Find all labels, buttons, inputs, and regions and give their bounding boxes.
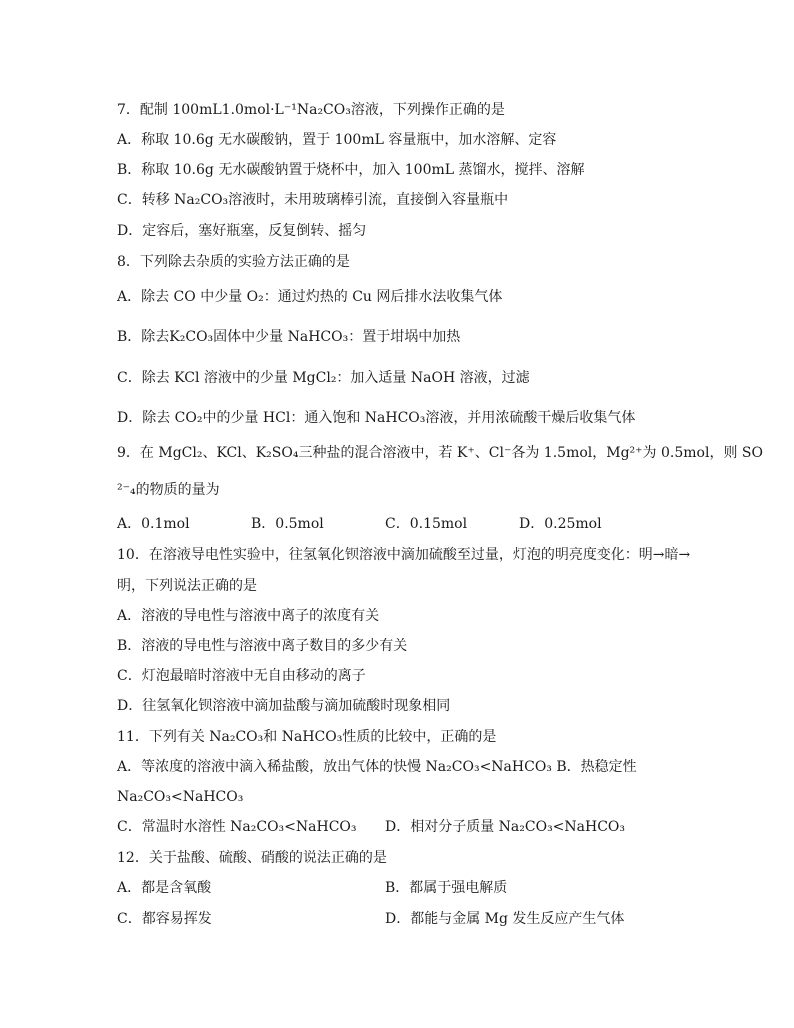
q10-stem-continued: 明，下列说法正确的是: [117, 578, 257, 594]
q12-stem: 12．关于盐酸、硫酸、硝酸的说法正确的是: [117, 850, 387, 866]
q12-option-a: A．都是含氧酸: [117, 880, 212, 896]
q8-option-a: A．除去 CO 中少量 O₂：通过灼热的 Cu 网后排水法收集气体: [117, 289, 503, 305]
q9-stem: 9．在 MgCl₂、KCl、K₂SO₄三种盐的混合溶液中，若 K⁺、Cl⁻各为 1.5mol，Mg²⁺为 0.5mol，则 SO: [117, 445, 763, 461]
q11-option-b-continued: Na₂CO₃<NaHCO₃: [117, 789, 244, 805]
q10-option-a: A．溶液的导电性与溶液中离子的浓度有关: [117, 608, 380, 624]
q8-option-b: B．除去K₂CO₃固体中少量 NaHCO₃：置于坩埚中加热: [117, 329, 461, 345]
q12-option-d: D．都能与金属 Mg 发生反应产生气体: [385, 911, 625, 927]
q12-option-b: B．都属于强电解质: [385, 880, 508, 896]
q9-option-b: B．0.5mol: [251, 516, 324, 532]
q9-stem-continued: ²⁻₄的物质的量为: [117, 482, 220, 498]
q10-option-c: C．灯泡最暗时溶液中无自由移动的离子: [117, 668, 366, 684]
q10-stem: 10．在溶液导电性实验中，往氢氧化钡溶液中滴加硫酸至过量，灯泡的明亮度变化：明→暗→: [117, 547, 691, 563]
q11-option-a-b: A．等浓度的溶液中滴入稀盐酸，放出气体的快慢 Na₂CO₃<NaHCO₃ B．热稳定性: [117, 759, 637, 775]
q7-option-a: A．称取 10.6g 无水碳酸钠，置于 100mL 容量瓶中，加水溶解、定容: [117, 132, 557, 148]
q7-option-c: C．转移 Na₂CO₃溶液时，未用玻璃棒引流，直接倒入容量瓶中: [117, 192, 509, 208]
q7-option-b: B．称取 10.6g 无水碳酸钠置于烧杯中，加入 100mL 蒸馏水，搅拌、溶解: [117, 162, 585, 178]
q7-stem: 7．配制 100mL1.0mol·L⁻¹Na₂CO₃溶液，下列操作正确的是: [117, 102, 505, 118]
q7-option-d: D．定容后，塞好瓶塞，反复倒转、摇匀: [117, 223, 367, 239]
q9-option-d: D．0.25mol: [519, 516, 602, 532]
q10-option-d: D．往氢氧化钡溶液中滴加盐酸与滴加硫酸时现象相同: [117, 698, 451, 714]
q8-stem: 8．下列除去杂质的实验方法正确的是: [117, 254, 350, 270]
q9-option-a: A．0.1mol: [117, 516, 190, 532]
q12-option-c: C．都容易挥发: [117, 911, 212, 927]
q11-option-d: D．相对分子质量 Na₂CO₃<NaHCO₃: [385, 819, 626, 835]
q10-option-b: B．溶液的导电性与溶液中离子数目的多少有关: [117, 638, 408, 654]
q11-option-c: C．常温时水溶性 Na₂CO₃<NaHCO₃: [117, 819, 357, 835]
q8-option-d: D．除去 CO₂中的少量 HCl：通入饱和 NaHCO₃溶液，并用浓硫酸干燥后收集气体: [117, 410, 636, 426]
q8-option-c: C．除去 KCl 溶液中的少量 MgCl₂：加入适量 NaOH 溶液，过滤: [117, 370, 530, 386]
q9-option-c: C．0.15mol: [385, 516, 468, 532]
q11-stem: 11．下列有关 Na₂CO₃和 NaHCO₃性质的比较中，正确的是: [117, 729, 497, 745]
